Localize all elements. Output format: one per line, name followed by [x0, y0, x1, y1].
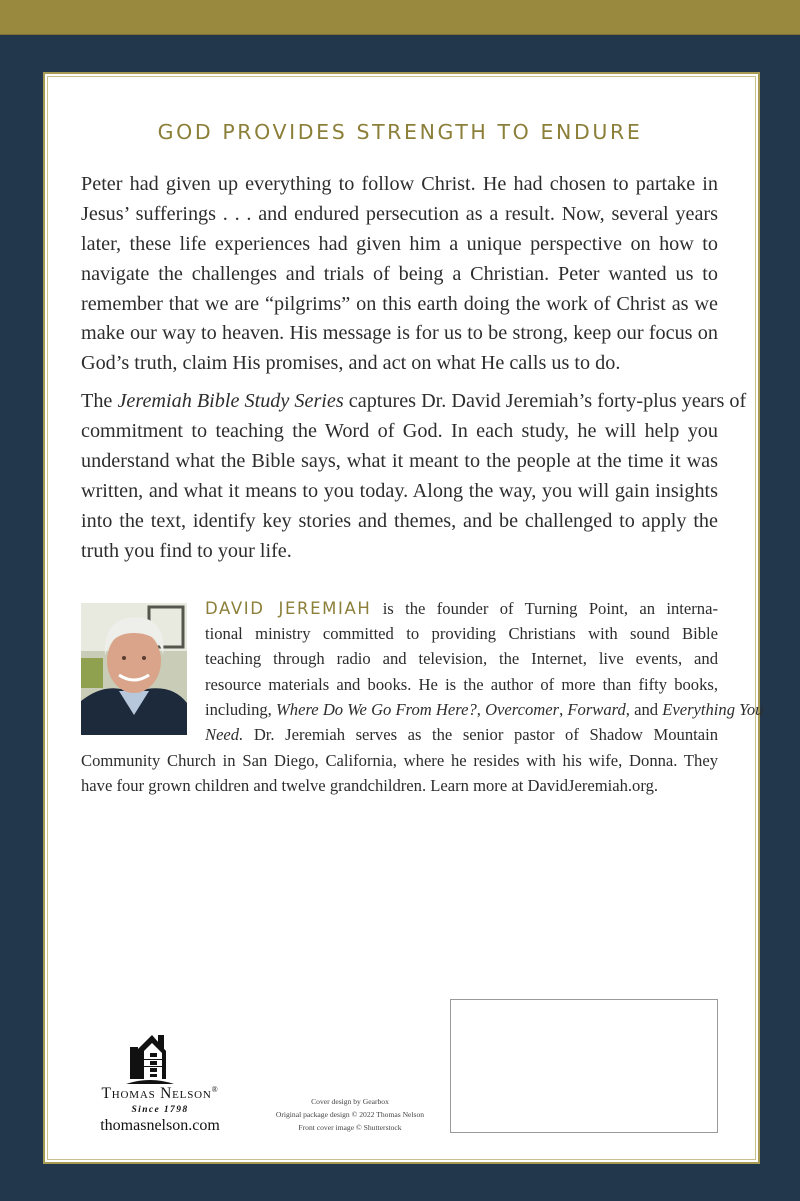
- registered-mark: ®: [211, 1085, 219, 1094]
- publisher-since: Since 1798: [131, 1105, 189, 1115]
- credit-line: Front cover image © Shutterstock: [298, 1123, 402, 1132]
- paragraph-line: remember that we are “pilgrims” on this earth doing the work of Christ as we: [81, 293, 718, 315]
- paragraph-line: into the text, identify key stories and themes, and be challenged to apply the: [81, 510, 718, 532]
- credits-block: [250, 1095, 450, 1134]
- house-logo-icon: [122, 1033, 178, 1085]
- bio-line: have four grown children and twelve grandchildren. Learn more at DavidJeremiah.org.: [81, 776, 659, 795]
- text-run: including,: [205, 700, 276, 719]
- text-run: captures Dr. David Jeremiah’s forty-plus years of: [343, 390, 747, 412]
- paragraph-line: God’s truth, claim His promises, and act on what He calls us to do.: [81, 352, 621, 374]
- text-run: ,: [476, 700, 486, 719]
- paragraph-line: truth you find to your life.: [81, 540, 292, 562]
- paragraph-line: navigate the challenges and trials of being a Christian. Peter wanted us to: [81, 263, 718, 285]
- text-run: , and: [625, 700, 663, 719]
- author-portrait-illustration: [81, 603, 187, 735]
- credit-line: Cover design by Gearbox: [311, 1097, 389, 1106]
- bio-line: [205, 598, 718, 620]
- bio-line: Community Church in San Diego, California, where he resides with his wife, Donna. They: [81, 751, 718, 770]
- book-title: Overcomer: [485, 700, 560, 719]
- publisher-name: [60, 1085, 260, 1103]
- paragraph-line: understand what the Bible says, what it meant to the people at the time it was: [81, 450, 718, 472]
- barcode-box: [450, 999, 718, 1133]
- series-title: Jeremiah Bible Study Series: [117, 390, 344, 412]
- paragraph-line: written, and what it means to you today. Along the way, you will gain insights: [81, 480, 718, 502]
- text-run: ,: [559, 700, 568, 719]
- paragraph-line: Jesus’ sufferings . . . and endured persecution as a result. Now, several years: [81, 203, 718, 225]
- bio-line: [205, 724, 718, 746]
- paragraph-line: make our way to heaven. His message is for us to be strong, keep our focus on: [81, 322, 718, 344]
- text-run: Dr. Jeremiah serves as the senior pastor of Shadow Mountain: [243, 725, 718, 744]
- author-photo: [81, 603, 187, 735]
- paragraph-line: later, these life experiences had given him a unique perspective on how to: [81, 233, 718, 255]
- paragraph-line: commitment to teaching the Word of God. In each study, he will help you: [81, 420, 718, 442]
- top-gold-band: [0, 0, 800, 35]
- bio-line: teaching through radio and television, the Internet, live events, and: [205, 649, 718, 668]
- bio-line: tional ministry committed to providing Christians with sound Bible: [205, 624, 718, 643]
- bio-line: resource materials and books. He is the author of more than fifty books,: [205, 675, 718, 694]
- author-name: DAVID JEREMIAH: [205, 599, 372, 618]
- paragraph-line: Peter had given up everything to follow Christ. He had chosen to partake in: [81, 173, 718, 195]
- publisher-name-text: Thomas Nelson: [101, 1085, 212, 1103]
- credit-line: Original package design © 2022 Thomas Nelson: [275, 1110, 425, 1119]
- publisher-website[interactable]: thomasnelson.com: [100, 1117, 220, 1134]
- book-title: Everything You: [662, 700, 764, 719]
- book-title: Need.: [205, 725, 244, 744]
- text-run: is the founder of Turning Point, an interna-: [371, 599, 718, 618]
- book-title: Forward: [567, 700, 626, 719]
- paragraph-line: [81, 388, 747, 414]
- section-heading: GOD PROVIDES STRENGTH TO ENDURE: [157, 120, 643, 144]
- bio-line: [205, 699, 764, 721]
- text-run: The: [81, 390, 118, 412]
- book-title: Where Do We Go From Here?: [275, 700, 477, 719]
